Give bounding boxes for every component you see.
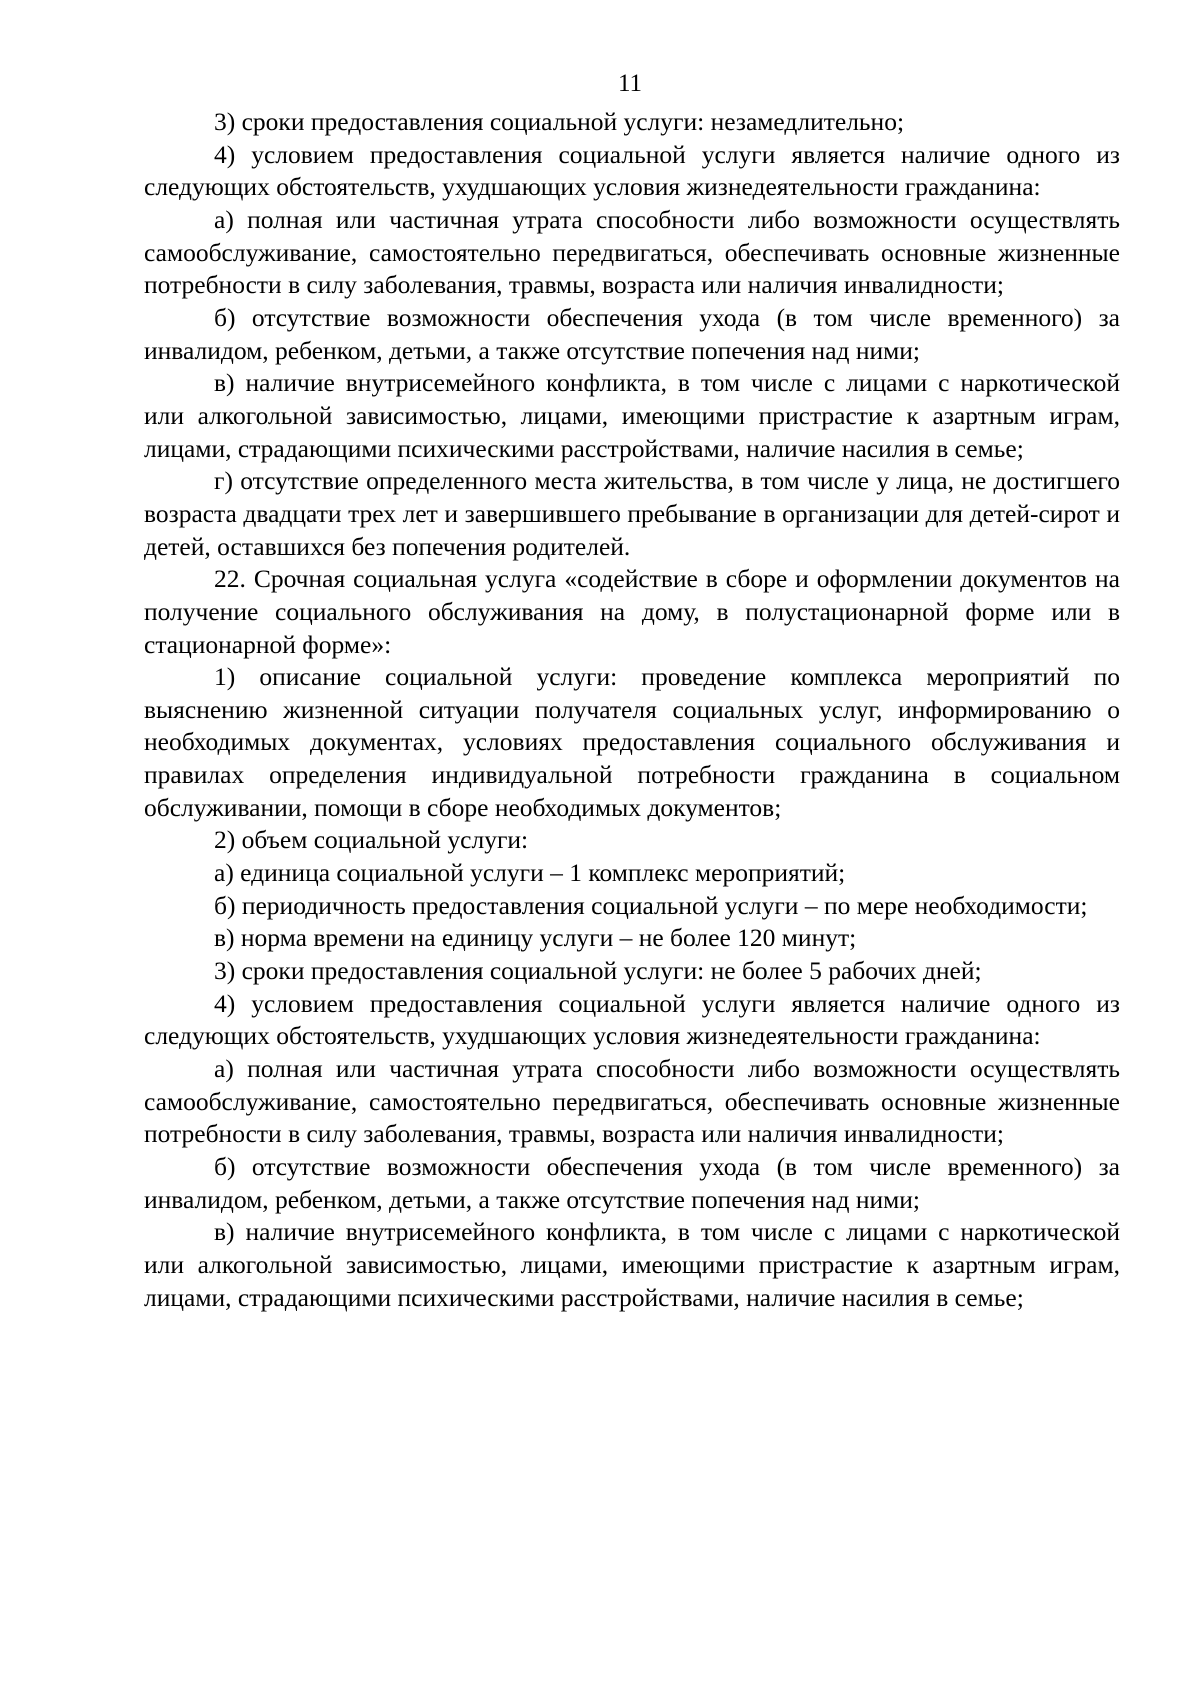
paragraph-condition-v: в) наличие внутрисемейного конфликта, в том числе с лицами с наркотической или алкогольной зависимостью, лицами, имеющими пристрастие к азартным играм, лицами, страдающими психическими расстройствами, наличие насилия в семье; — [144, 368, 1120, 463]
paragraph-4-conditions-repeat: 4) условием предоставления социальной услуги является наличие одного из следующих обстоятельств, ухудшающих условия жизнедеятельности гражданина: — [144, 988, 1120, 1051]
paragraph-volume-v: в) норма времени на единицу услуги – не более 120 минут; — [214, 923, 857, 953]
paragraph-volume-b: б) периодичность предоставления социальной услуги – по мере необходимости; — [214, 890, 1088, 920]
document-body — [144, 106, 1120, 1314]
paragraph-2-volume: 2) объем социальной услуги: — [214, 825, 529, 855]
paragraph-condition-a-repeat: а) полная или частичная утрата способности либо возможности осуществлять самообслуживание, самостоятельно передвигаться, обеспечивать основные жизненные потребности в силу заболевания, травмы, возраста или наличия инвалидности; — [144, 1054, 1120, 1149]
paragraph-22-urgent-service: 22. Срочная социальная услуга «содействие в сборе и оформлении документов на получение социального обслуживания на дому, в полустационарной форме или в стационарной форме»: — [144, 564, 1120, 659]
paragraph-condition-a: а) полная или частичная утрата способности либо возможности осуществлять самообслуживание, самостоятельно передвигаться, обеспечивать основные жизненные потребности в силу заболевания, травмы, возраста или наличия инвалидности; — [144, 204, 1120, 300]
paragraph-1-description: 1) описание социальной услуги: проведение комплекса мероприятий по выяснению жизненной ситуации получателя социальных услуг, информированию о необходимых документах, условиях предоставления социального обслуживания и правилах определения индивидуальной потребности гражданина в социальном обслуживании, помощи в сборе необходимых документов; — [144, 662, 1120, 822]
paragraph-condition-g: г) отсутствие определенного места жительства, в том числе у лица, не достигшего возраста двадцати трех лет и завершившего пребывание в организации для детей-сирот и детей, оставшихся без попечения родителей. — [144, 466, 1120, 561]
paragraph-volume-a: а) единица социальной услуги – 1 комплекс мероприятий; — [214, 858, 846, 888]
paragraph-3-terms-immediate: 3) сроки предоставления социальной услуги: незамедлительно; — [214, 107, 905, 136]
paragraph-3-terms-5-days: 3) сроки предоставления социальной услуги: не более 5 рабочих дней; — [214, 956, 982, 986]
page-number: 11 — [617, 70, 643, 97]
paragraph-4-conditions: 4) условием предоставления социальной услуги является наличие одного из следующих обстоятельств, ухудшающих условия жизнедеятельности гражданина: — [144, 139, 1120, 202]
paragraph-condition-b: б) отсутствие возможности обеспечения ухода (в том числе временного) за инвалидом, ребенком, детьми, а также отсутствие попечения над ними; — [144, 302, 1120, 365]
paragraph-condition-b-repeat: б) отсутствие возможности обеспечения ухода (в том числе временного) за инвалидом, ребенком, детьми, а также отсутствие попечения над ними; — [144, 1152, 1120, 1214]
paragraph-condition-v-repeat: в) наличие внутрисемейного конфликта, в том числе с лицами с наркотической или алкогольной зависимостью, лицами, имеющими пристрастие к азартным играм, лицами, страдающими психическими расстройствами, наличие насилия в семье; — [144, 1217, 1120, 1312]
